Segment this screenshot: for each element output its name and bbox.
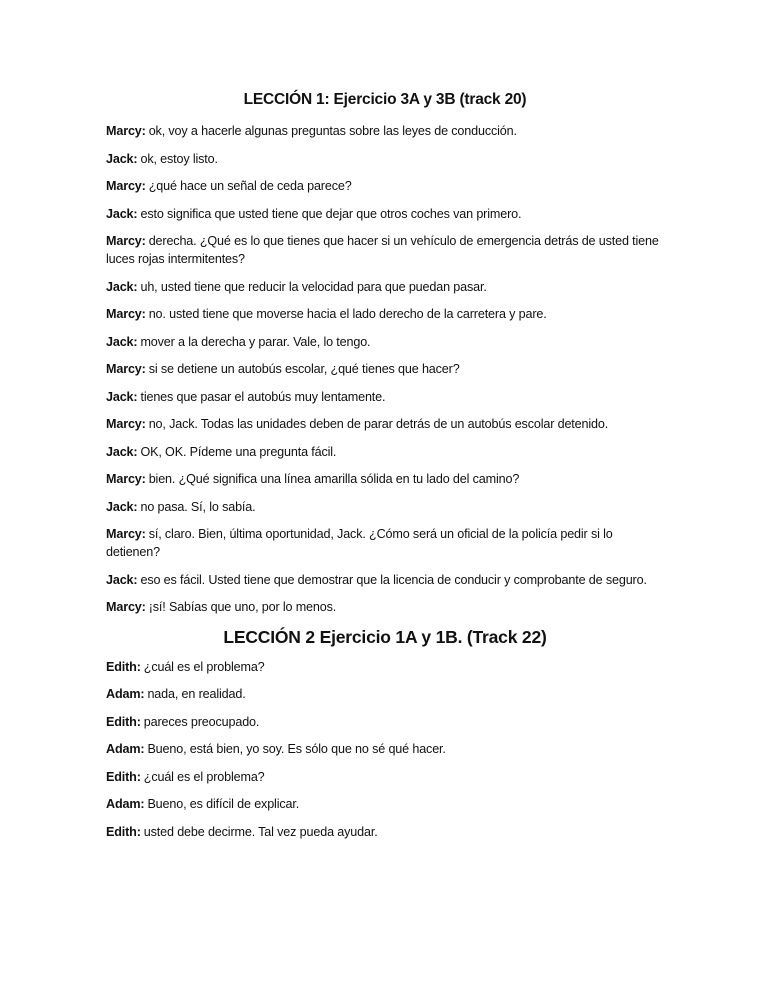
speaker-name: Marcy: — [106, 234, 146, 248]
speaker-name: Marcy: — [106, 417, 146, 431]
speaker-name: Edith: — [106, 824, 141, 839]
speaker-name: Jack: — [106, 444, 138, 459]
dialogue-text: esto significa que usted tiene que dejar que otros coches van primero. — [140, 206, 522, 221]
lesson1-title: LECCIÓN 1: Ejercicio 3A y 3B (track 20) — [243, 91, 527, 108]
dialogue-text: no pasa. Sí, lo sabía. — [140, 499, 256, 514]
speaker-name: Adam: — [106, 742, 145, 756]
dialogue-text: ¡sí! Sabías que uno, por lo menos. — [148, 600, 337, 614]
dialogue-text: OK, OK. Pídeme una pregunta fácil. — [140, 444, 337, 459]
speaker-name: Edith: — [106, 659, 141, 674]
dialogue-text: usted debe decirme. Tal vez pueda ayudar. — [143, 824, 378, 839]
speaker-name: Jack: — [106, 334, 138, 349]
dialogue-line — [106, 278, 664, 296]
dialogue-text: eso es fácil. Usted tiene que demostrar que la licencia de conducir y comprobante de seguro. — [140, 572, 647, 587]
dialogue-line — [106, 305, 664, 323]
speaker-name: Adam: — [106, 687, 145, 701]
dialogue-text: ok, estoy listo. — [140, 151, 218, 166]
speaker-name: Marcy: — [106, 124, 146, 138]
speaker-name: Jack: — [106, 206, 138, 221]
dialogue-line — [106, 122, 664, 140]
dialogue-line — [106, 333, 664, 351]
dialogue-line — [106, 443, 664, 461]
dialogue-text: bien. ¿Qué significa una línea amarilla sólida en tu lado del camino? — [148, 472, 520, 486]
speaker-name: Edith: — [106, 769, 141, 784]
dialogue-text: mover a la derecha y parar. Vale, lo tengo. — [140, 334, 371, 349]
dialogue-line — [106, 150, 664, 168]
dialogue-text: si se detiene un autobús escolar, ¿qué tienes que hacer? — [148, 362, 460, 376]
dialogue-line — [106, 685, 664, 703]
dialogue-text: sí, claro. Bien, última oportunidad, Jack. ¿Cómo será un oficial de la policía pedir si lo detienen? — [106, 527, 613, 559]
dialogue-text: no. usted tiene que moverse hacia el lado derecho de la carretera y pare. — [148, 307, 547, 321]
dialogue-line — [106, 498, 664, 516]
dialogue-text: ¿cuál es el problema? — [143, 769, 265, 784]
dialogue-line — [106, 232, 664, 268]
dialogue-line — [106, 823, 664, 841]
dialogue-text: Bueno, está bien, yo soy. Es sólo que no sé qué hacer. — [147, 742, 446, 756]
dialogue-line — [106, 388, 664, 406]
dialogue-line — [106, 658, 664, 676]
dialogue-text: ¿cuál es el problema? — [143, 659, 265, 674]
dialogue-text: uh, usted tiene que reducir la velocidad para que puedan pasar. — [140, 279, 487, 294]
dialogue-line — [106, 415, 664, 433]
lesson2-dialogue — [106, 658, 664, 841]
speaker-name: Edith: — [106, 714, 141, 729]
dialogue-text: tienes que pasar el autobús muy lentamente. — [140, 389, 386, 404]
document-content — [106, 90, 664, 850]
speaker-name: Marcy: — [106, 179, 146, 193]
dialogue-text: pareces preocupado. — [143, 714, 260, 729]
speaker-name: Adam: — [106, 797, 145, 811]
lesson1-dialogue — [106, 122, 664, 616]
speaker-name: Jack: — [106, 389, 138, 404]
dialogue-line — [106, 205, 664, 223]
dialogue-text: Bueno, es difícil de explicar. — [147, 797, 300, 811]
speaker-name: Jack: — [106, 151, 138, 166]
dialogue-text: ok, voy a hacerle algunas preguntas sobre las leyes de conducción. — [148, 124, 517, 138]
lesson2-title: LECCIÓN 2 Ejercicio 1A y 1B. (Track 22) — [223, 626, 547, 647]
speaker-name: Jack: — [106, 499, 138, 514]
dialogue-line — [106, 713, 664, 731]
speaker-name: Marcy: — [106, 600, 146, 614]
dialogue-line — [106, 795, 664, 813]
speaker-name: Marcy: — [106, 527, 146, 541]
dialogue-line — [106, 525, 664, 561]
dialogue-line — [106, 598, 664, 616]
dialogue-text: nada, en realidad. — [147, 687, 246, 701]
dialogue-line — [106, 177, 664, 195]
speaker-name: Marcy: — [106, 362, 146, 376]
dialogue-text: derecha. ¿Qué es lo que tienes que hacer si un vehículo de emergencia detrás de usted tiene luces rojas intermitentes? — [106, 234, 659, 266]
dialogue-text: ¿qué hace un señal de ceda parece? — [148, 179, 352, 193]
dialogue-line — [106, 768, 664, 786]
dialogue-line — [106, 740, 664, 758]
speaker-name: Marcy: — [106, 307, 146, 321]
dialogue-text: no, Jack. Todas las unidades deben de parar detrás de un autobús escolar detenido. — [148, 417, 609, 431]
speaker-name: Jack: — [106, 572, 138, 587]
speaker-name: Jack: — [106, 279, 138, 294]
speaker-name: Marcy: — [106, 472, 146, 486]
dialogue-line — [106, 571, 664, 589]
dialogue-line — [106, 360, 664, 378]
dialogue-line — [106, 470, 664, 488]
